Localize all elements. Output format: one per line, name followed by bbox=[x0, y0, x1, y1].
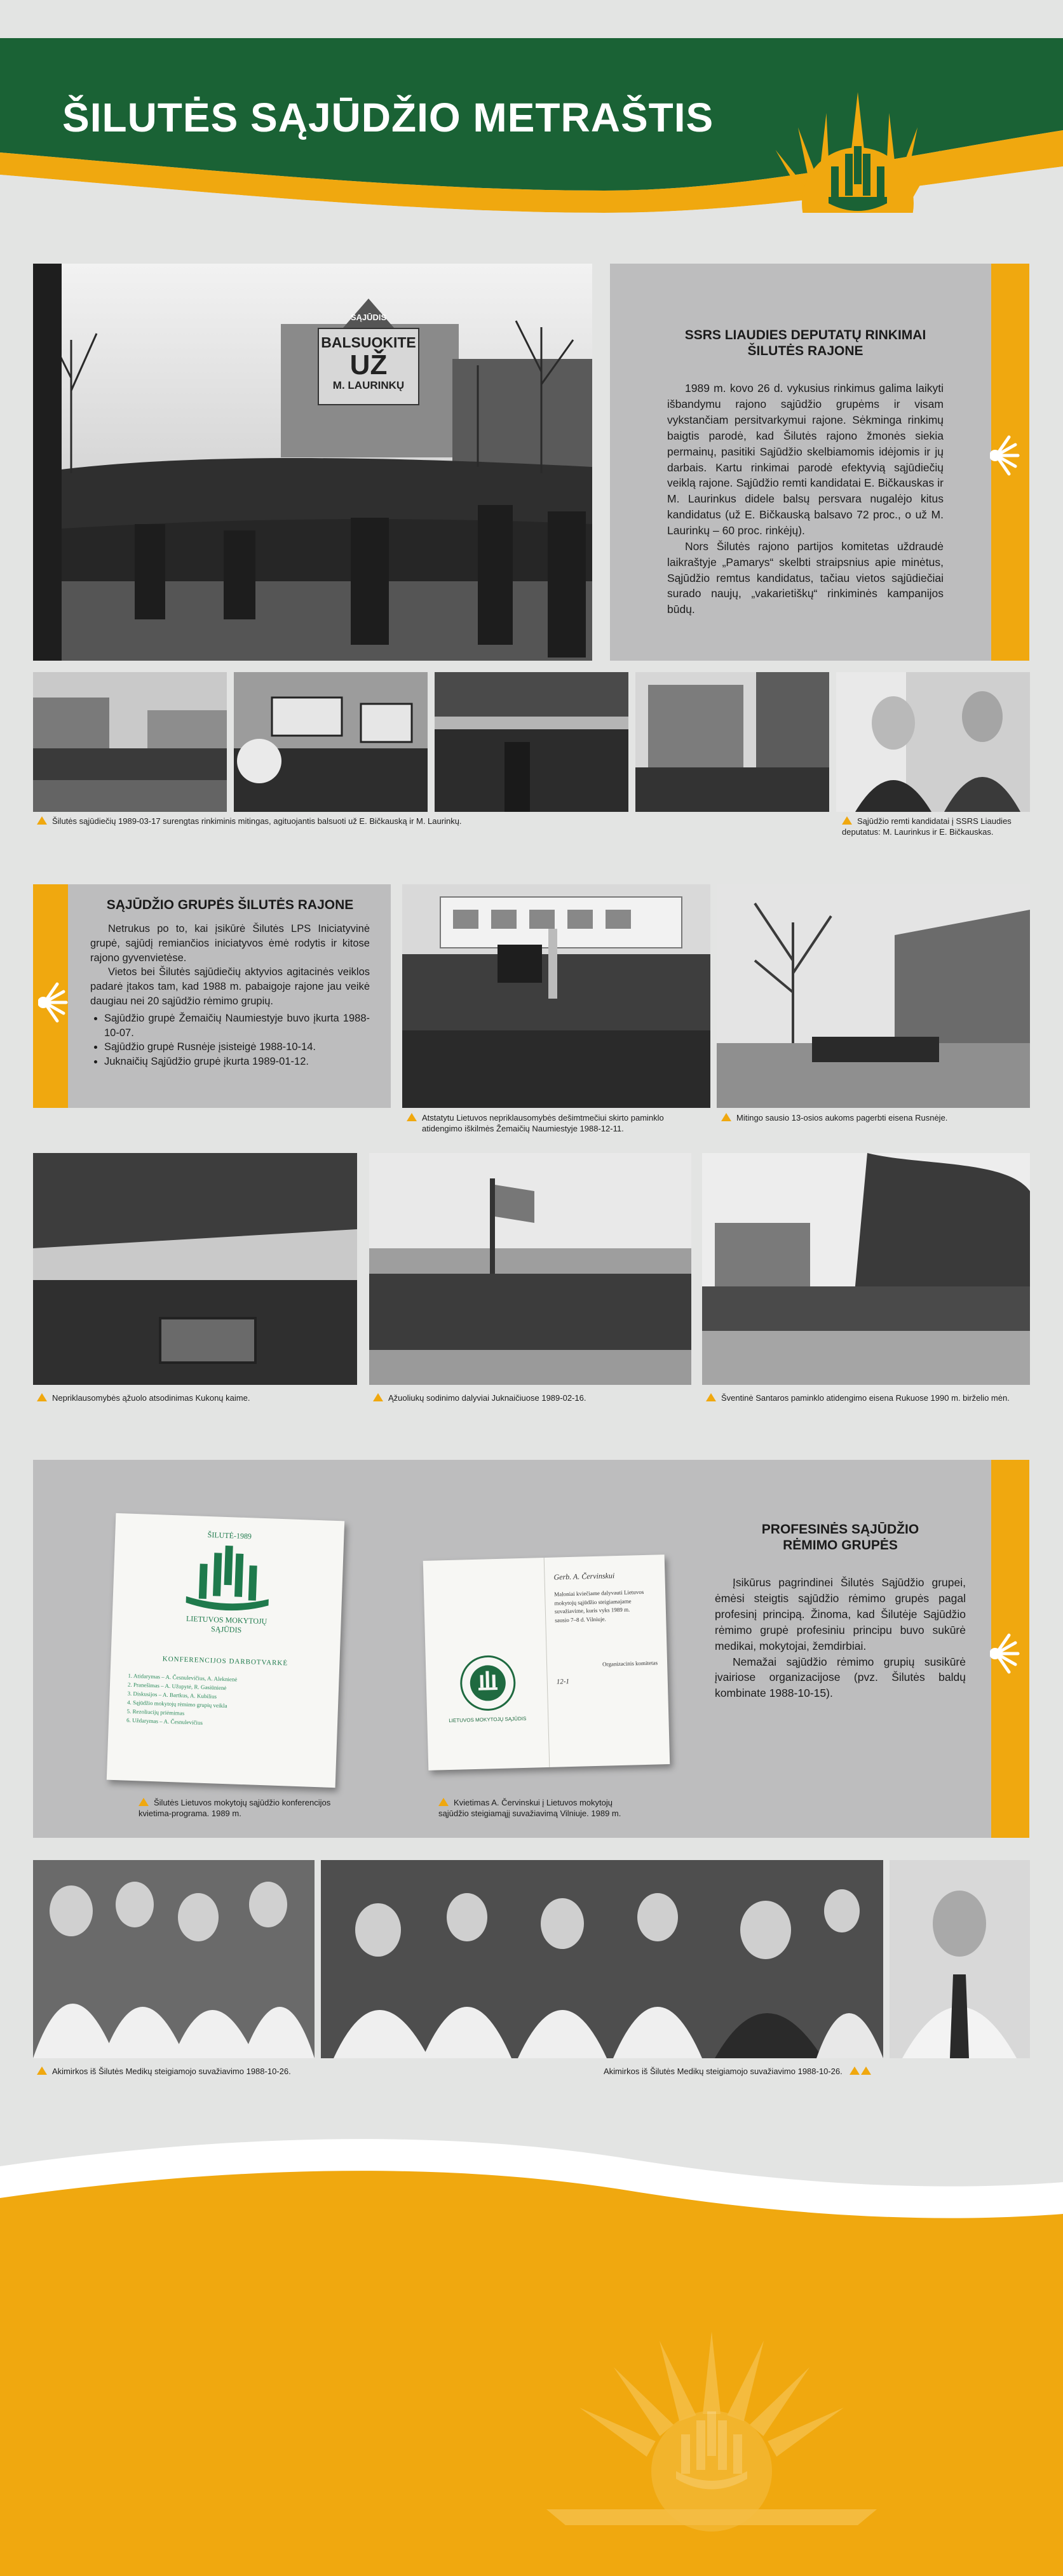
invitation-caption: Kvietimas A. Červinskui į Lietuvos mokytojų sąjūdžio steigiamąjį suvažiavimą Vilniuje. 1989 m. bbox=[438, 1798, 621, 1818]
elections-title: SSRS LIAUDIES DEPUTATŲ RINKIMAI bbox=[684, 328, 926, 342]
triangle-bullet-icon bbox=[706, 1393, 716, 1401]
rally-thumb-2 bbox=[234, 672, 428, 812]
groups-paragraph-2: Vietos bei Šilutės sąjūdiečių aktyvios agitacinės veiklos padarė įtakos tam, kad 1988 m. pabaigoje rajone jau veikė daugiau nei 20 sąjūdžio rėmimo grupių. bbox=[90, 966, 370, 1008]
page-title: ŠILUTĖS SĄJŪDŽIO METRAŠTIS bbox=[62, 95, 714, 140]
triangle-bullet-icon bbox=[37, 1393, 47, 1401]
groups-paragraph-1: Netrukus po to, kai įsikūrė Šilutės LPS Iniciatyvinė grupė, sąjūdį remiančios iniciatyvos ėmė rodytis ir kitose rajono gyvenvietėse. bbox=[90, 923, 370, 964]
medics-caption-left: Akimirkos iš Šilutės Medikų steigiamojo suvažiavimo 1988-10-26. bbox=[37, 2067, 418, 2077]
triangle-bullet-icon bbox=[721, 1113, 731, 1121]
list-item: Maloniai kviečiame dalyvauti Lietuvos bbox=[554, 1588, 644, 1598]
sign-top-text: SĄJŪDIS bbox=[350, 313, 387, 322]
oak-caption: Nepriklausomybės ąžuolo atsodinimas Kukonų kaime. bbox=[37, 1393, 355, 1404]
doc-org-line2: SĄJŪDIS bbox=[210, 1624, 242, 1635]
rukai-caption: Šventinė Santaros paminklo atidengimo eisena Rukuose 1990 m. birželio mėn. bbox=[706, 1393, 1036, 1404]
doc-org-line1: LIETUVOS MOKYTOJŲ bbox=[186, 1614, 267, 1626]
invitation-signature: Organizacinis komitetas bbox=[602, 1659, 658, 1668]
rally-caption: Šilutės sąjūdiečių 1989-03-17 surengtas rinkiminis mitingas, agituojantis balsuoti už E. Bičkauską ir M. Laurinkų. bbox=[37, 816, 609, 827]
triangle-bullet-icon bbox=[407, 1113, 417, 1121]
medics-photo-3 bbox=[890, 1860, 1030, 2058]
medics-photo-2 bbox=[321, 1860, 883, 2058]
rally-photo bbox=[33, 264, 592, 661]
sign-uz-text: UŽ bbox=[349, 349, 388, 381]
groups-title: SĄJŪDŽIO GRUPĖS ŠILUTĖS RAJONE bbox=[106, 898, 354, 912]
seal-icon bbox=[459, 1654, 517, 1712]
professional-paragraph-2: Nemažai sąjūdžio rėmimo grupių susikūrė įvairiose organizacijose (pvz. Šilutės baldų kombinate 1988-10-15). bbox=[715, 1655, 966, 1700]
elections-paragraph-2: Nors Šilutės rajono partijos komitetas uždraudė laikraštyje „Pamarys“ skelbti straipsnius apie minėtus, Sąjūdžio remtus kandidatus, tačiau vietos sąjūdiečiai surado naujų, „vakarietiškų“ rinkiminės kampanijos būdų. bbox=[667, 539, 944, 616]
triangle-bullet-icon bbox=[861, 2067, 871, 2075]
triangle-bullet-icon bbox=[37, 816, 47, 825]
conference-program-document bbox=[107, 1513, 344, 1788]
list-item: mokytojų sąjūdžio steigiamajame bbox=[554, 1597, 632, 1607]
rally-thumb-4 bbox=[635, 672, 829, 812]
doc-program-items bbox=[126, 1672, 322, 1732]
invitation-document bbox=[423, 1554, 670, 1770]
sign-mid-text: BALSUOKITE bbox=[321, 334, 416, 351]
medics-photo-1 bbox=[33, 1860, 315, 2058]
triangle-bullet-icon bbox=[850, 2067, 860, 2075]
professional-title: PROFESINĖS SĄJŪDŽIO bbox=[761, 1522, 919, 1537]
medics-caption-right: Akimirkos iš Šilutės Medikų steigiamojo suvažiavimo 1988-10-26. bbox=[604, 2067, 896, 2077]
list-item: 1. Atidarymas – A. Česnulevičius, A. Aleknienė bbox=[128, 1672, 238, 1683]
triangle-bullet-icon bbox=[373, 1393, 383, 1401]
candidates-caption: Sąjūdžio remti kandidatai į SSRS Liaudies deputatus: M. Laurinkus ir E. Bičkauskas. bbox=[842, 816, 1012, 837]
list-item: • Sąjūdžio grupė Žemaičių Naumiestyje buvo įkurta 1988-10-07. bbox=[104, 1011, 370, 1041]
seal-text: LIETUVOS MOKYTOJŲ SĄJŪDIS bbox=[449, 1715, 527, 1724]
triangle-bullet-icon bbox=[139, 1798, 149, 1806]
sign-bottom-text: M. LAURINKŲ bbox=[332, 379, 405, 391]
sajudis-emblem-icon bbox=[179, 1544, 277, 1617]
invitation-number: 12-1 bbox=[556, 1677, 570, 1686]
list-item: sausio 7–8 d. Vilniuje. bbox=[555, 1615, 606, 1624]
oak-planting-photo bbox=[33, 1153, 357, 1385]
doc-program-title: KONFERENCIJOS DARBOTVARKĖ bbox=[162, 1655, 288, 1668]
list-item: • Juknaičių Sąjūdžio grupė įkurta 1989-01-12. bbox=[104, 1055, 370, 1069]
invitation-greeting: Gerb. A. Červinskui bbox=[553, 1571, 615, 1582]
groups-bullet-list bbox=[90, 1011, 370, 1069]
sajudis-emblem-icon bbox=[750, 83, 966, 213]
sun-rays-icon bbox=[990, 433, 1022, 478]
list-item: suvažiavime, kuris vyks 1989 m. bbox=[554, 1606, 630, 1615]
rusne-march-photo bbox=[717, 884, 1030, 1108]
footer-banner bbox=[0, 2122, 1063, 2576]
elections-paragraph-1: 1989 m. kovo 26 d. vykusius rinkimus galima laikyti išbandymu rajono sąjūdžio grupėms ir visam vykstančiam persitvarkymui rajone. Sėkminga rinkimų baigtis parodė, kad Šilutės rajono žmonės siekia permainų, pasitiki Sąjūdžio skelbiamomis idėjomis ir jų darbais. Kartu rinkimai parodė efektyvią sąjūdiečių veiklą rajone. Sąjūdžio remti kandidatai E. Bičkauskas ir M. Laurinkus didele balsų persvara nugalėjo kitus kandidatus (už E. Bičkauską balsavo 72 proc., o už M. Laurinkų – 60 proc. rinkėjų). bbox=[667, 382, 944, 537]
juknaiciai-photo bbox=[369, 1153, 691, 1385]
triangle-bullet-icon bbox=[438, 1798, 449, 1806]
sun-rays-icon bbox=[990, 1631, 1022, 1676]
sun-rays-icon bbox=[38, 980, 70, 1025]
candidates-photo bbox=[836, 672, 1030, 812]
rukai-march-photo bbox=[702, 1153, 1030, 1385]
rusne-caption: Mitingo sausio 13-osios aukoms pagerbti eisena Rusnėje. bbox=[721, 1113, 1026, 1124]
rally-thumb-3 bbox=[435, 672, 628, 812]
doc-city: ŠILUTĖ-1989 bbox=[207, 1530, 252, 1541]
monument-caption: Atstatytu Lietuvos nepriklausomybės dešimtmečiui skirto paminklo atidengimo iškilmės Žemaičių Naumiestyje 1988-12-11. bbox=[407, 1113, 712, 1135]
elections-title-2: ŠILUTĖS RAJONE bbox=[747, 344, 863, 359]
list-item: 3. Diskusijos – A. Bartkus, A. Kubilius bbox=[127, 1690, 217, 1700]
monument-ceremony-photo bbox=[402, 884, 710, 1108]
list-item: 6. Uždarymas – A. Česnulevičius bbox=[126, 1716, 203, 1726]
professional-paragraph-1: Įsikūrus pagrindinei Šilutės Sąjūdžio grupei, ėmėsi steigtis sąjūdžio rėmimo grupės pagal profesinį principą. Žinoma, kad Šilutėje Sąjūdžio rėmimo grupė profesiniu principu buvo sukūrė medikai, mokytojai, žemdirbiai. bbox=[715, 1576, 966, 1652]
professional-title-2: RĖMIMO GRUPĖS bbox=[783, 1538, 898, 1553]
rally-thumb-1 bbox=[33, 672, 227, 812]
juknaiciai-caption: Ąžuoliukų sodinimo dalyviai Juknaičiuose 1989-02-16. bbox=[373, 1393, 691, 1404]
elections-text-panel bbox=[610, 264, 991, 661]
professional-text-block bbox=[715, 1521, 966, 1701]
list-item: 5. Rezoliucijų priėmimas bbox=[126, 1708, 185, 1716]
list-item: • Sąjūdžio grupė Rusnėje įsisteigė 1988-10-14. bbox=[104, 1040, 370, 1055]
groups-text-panel bbox=[68, 884, 391, 1108]
conference-caption: Šilutės Lietuvos mokytojų sąjūdžio konferencijos kvietima-programa. 1989 m. bbox=[139, 1798, 331, 1818]
triangle-bullet-icon bbox=[37, 2067, 47, 2075]
triangle-bullet-icon bbox=[842, 816, 852, 825]
list-item: 2. Pranešimas – A. Užupytė, R. Gasiūnienė bbox=[127, 1681, 227, 1692]
list-item: 4. Sąjūdžio mokytojų rėmimo grupių veikla bbox=[126, 1699, 227, 1709]
rally-sign bbox=[318, 299, 419, 407]
